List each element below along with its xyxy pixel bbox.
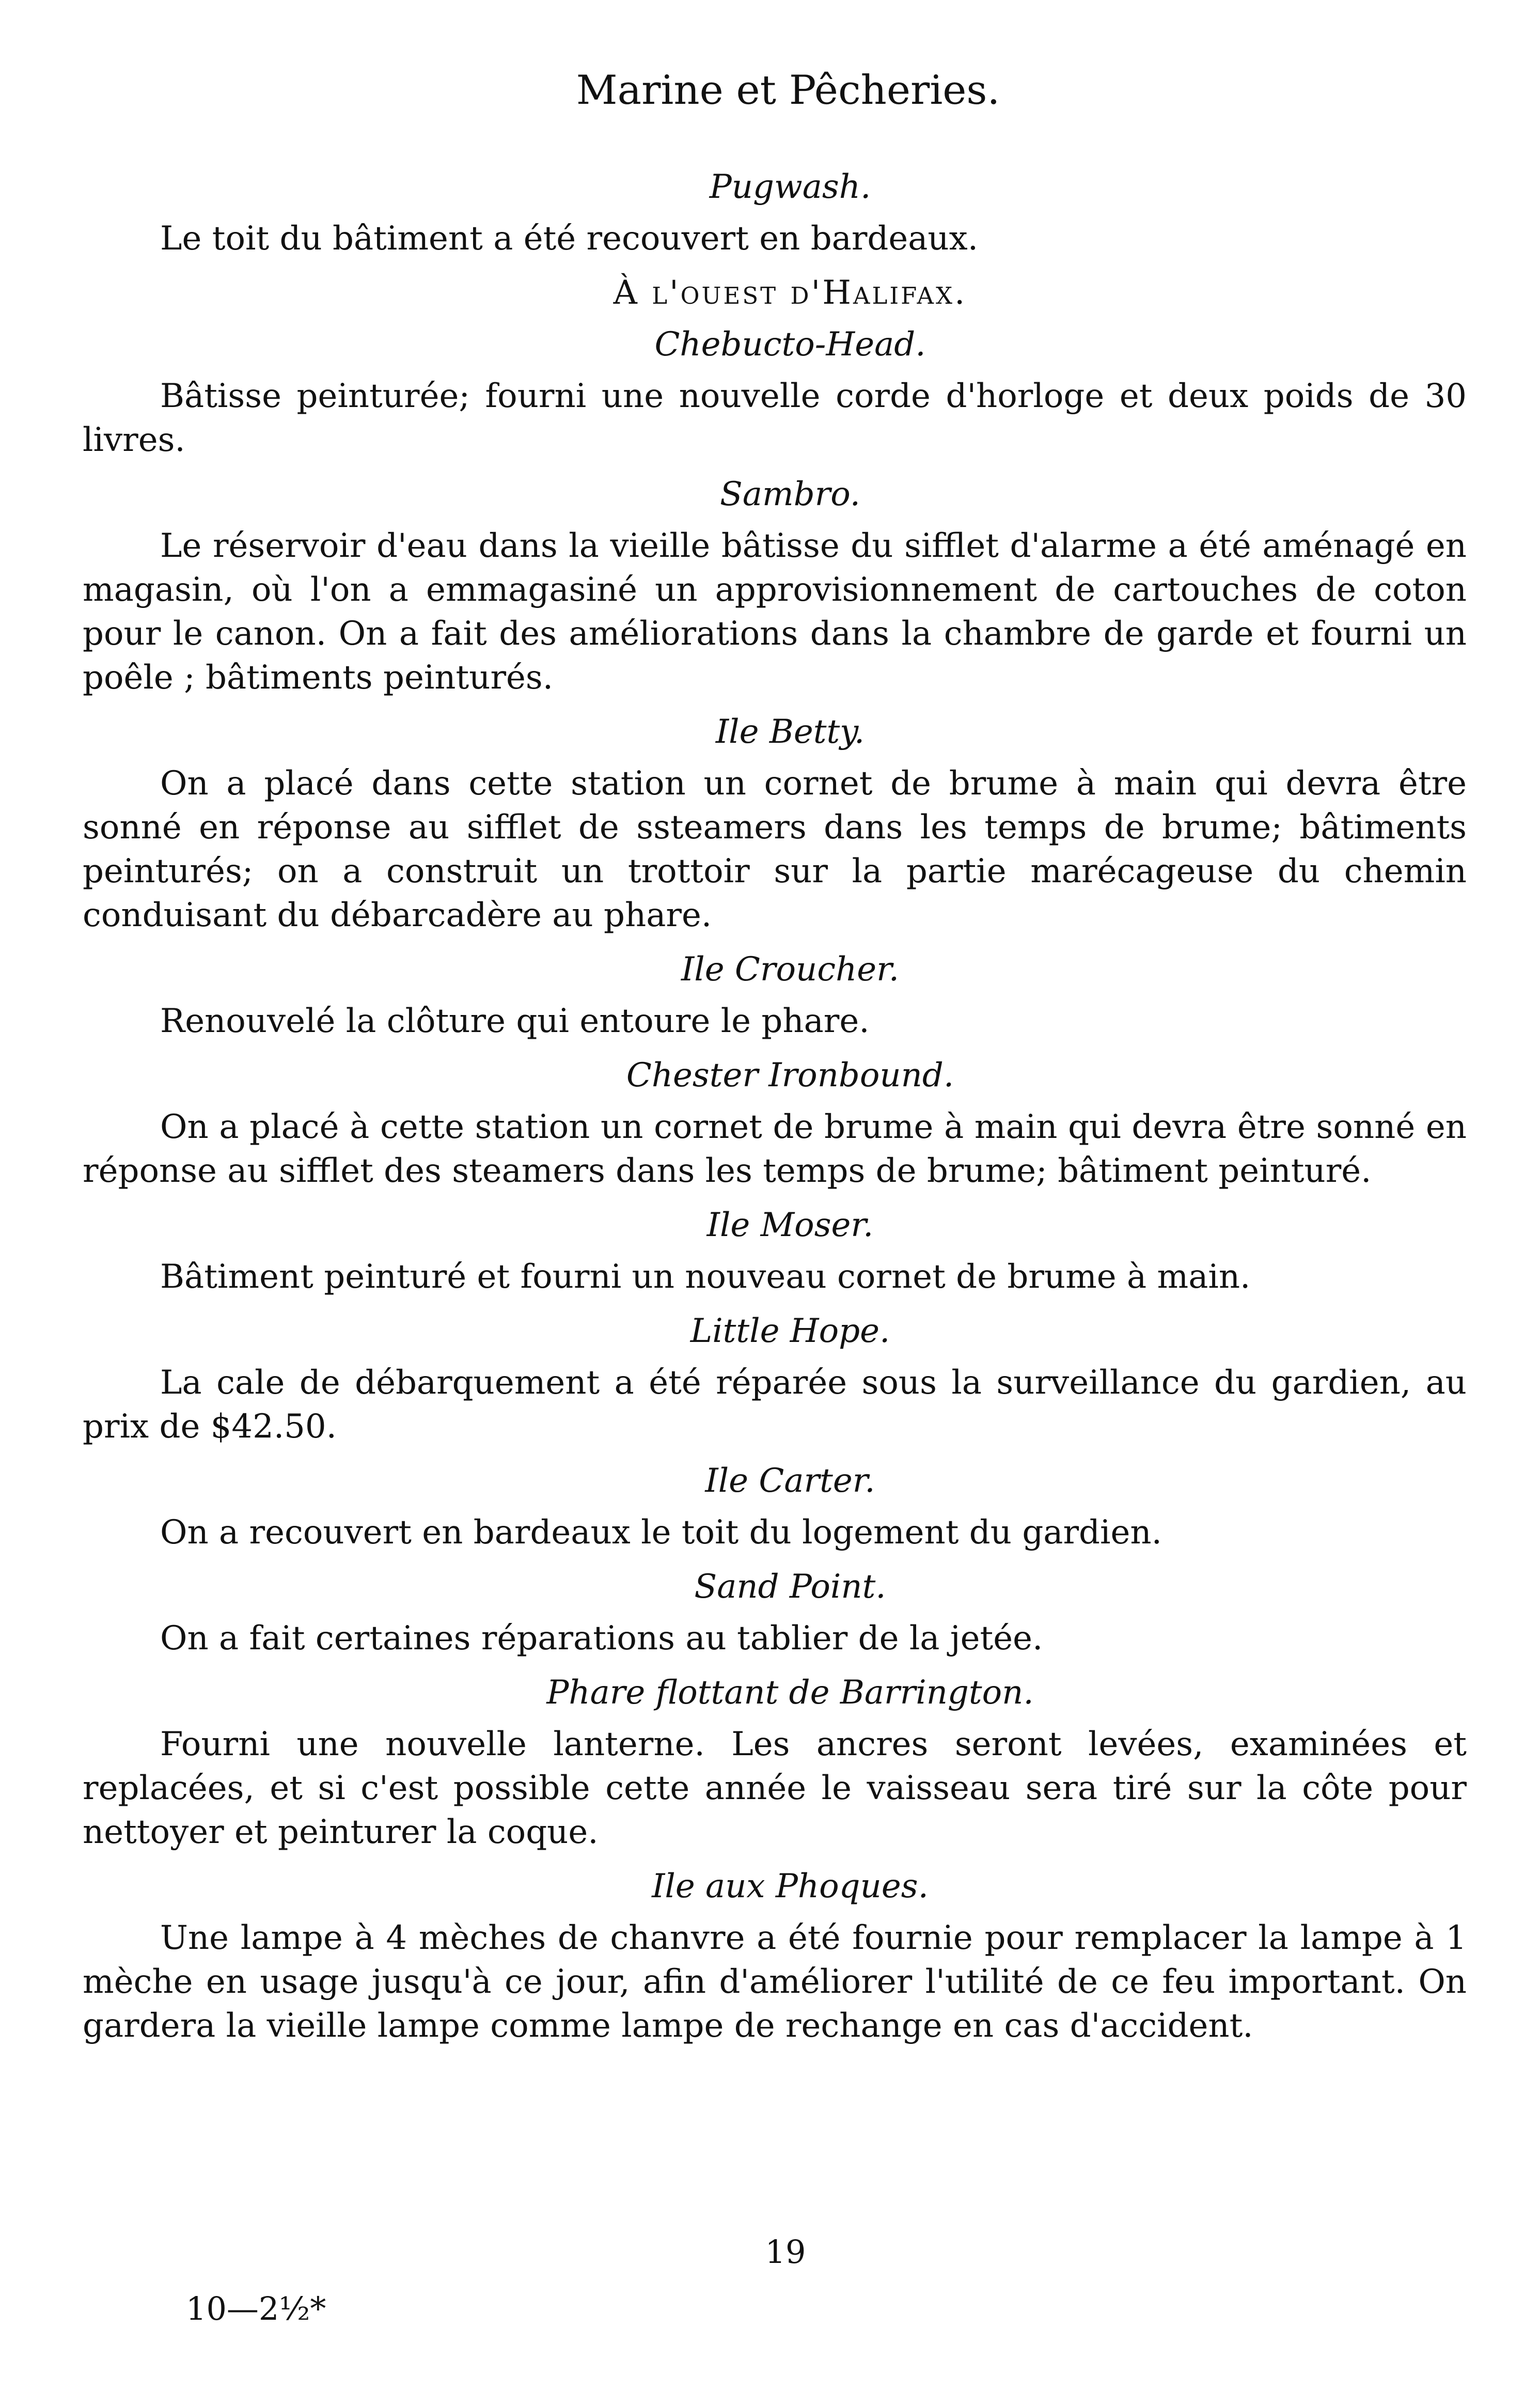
section-paragraph-ile-moser: Bâtiment peinturé et fourni un nouveau cornet de brume à main. bbox=[160, 1258, 1251, 1296]
section-paragraph-ile-carter: On a recouvert en bardeaux le toit du logement du gardien. bbox=[160, 1513, 1162, 1552]
section-paragraph-ile-aux-phoques: Une lampe à 4 mèches de chanvre a été fournie pour remplacer la lampe à 1 mèche en usage jusqu'à ce jour, afin d'améliorer l'utilité de ce feu important. On gardera la vieille lampe comme lampe de rechange en cas d'accident. bbox=[83, 1919, 1467, 2045]
section-heading-chester-ironbound: Chester Ironbound. bbox=[626, 1056, 954, 1095]
section-heading-ile-aux-phoques: Ile aux Phoques. bbox=[652, 1867, 929, 1905]
section-heading-ile-croucher: Ile Croucher. bbox=[681, 950, 900, 989]
section-paragraph-chester-ironbound: On a placé à cette station un cornet de brume à main qui devra être sonné en réponse au sifflet des steamers dans les temps de brume; bâtiment peinturé. bbox=[83, 1108, 1467, 1190]
section-paragraph-sambro: Le réservoir d'eau dans la vieille bâtisse du sifflet d'alarme a été aménagé en magasin, où l'on a emmagasiné un approvisionnement de cartouches de coton pour le canon. On a fait des améliorations dans la chambre de garde et fourni un poêle ; bâtiments peinturés. bbox=[83, 527, 1467, 697]
section-heading-barrington: Phare flottant de Barrington. bbox=[546, 1674, 1034, 1712]
section-heading-sand-point: Sand Point. bbox=[694, 1568, 886, 1606]
section-heading-ile-moser: Ile Moser. bbox=[706, 1206, 874, 1244]
section-paragraph-ile-croucher: Renouvelé la clôture qui entoure le phare. bbox=[160, 1002, 870, 1040]
section-paragraph-chebucto-head: Bâtisse peinturée; fourni une nouvelle corde d'horloge et deux poids de 30 livres. bbox=[83, 377, 1467, 459]
section-paragraph-barrington: Fourni une nouvelle lanterne. Les ancres seront levées, examinées et replacées, et si c'est possible cette année le vaisseau sera tiré sur la côte pour nettoyer et peinturer la coque. bbox=[83, 1725, 1467, 1851]
section-heading-chebucto-head: Chebucto-Head. bbox=[654, 325, 926, 364]
section-heading-pugwash: Pugwash. bbox=[709, 168, 871, 206]
section-paragraph-sand-point: On a fait certaines réparations au tablier de la jetée. bbox=[160, 1619, 1043, 1658]
section-paragraph-pugwash: Le toit du bâtiment a été recouvert en bardeaux. bbox=[160, 220, 979, 258]
signature-mark: 10—2½* bbox=[186, 2290, 326, 2327]
page-header: Marine et Pêcheries. bbox=[576, 67, 1000, 114]
section-heading-little-hope: Little Hope. bbox=[690, 1312, 890, 1350]
section-heading-sambro: Sambro. bbox=[720, 475, 860, 513]
text-column bbox=[83, 165, 1467, 2058]
region-heading-west-halifax: À l'ouest d'Halifax. bbox=[613, 274, 967, 312]
section-heading-ile-carter: Ile Carter. bbox=[705, 1462, 875, 1500]
section-paragraph-little-hope: La cale de débarquement a été réparée sous la surveillance du gardien, au prix de $42.50. bbox=[83, 1364, 1467, 1446]
section-heading-ile-betty: Ile Betty. bbox=[715, 713, 865, 751]
page-number: 19 bbox=[765, 2233, 806, 2271]
section-paragraph-ile-betty: On a placé dans cette station un cornet de brume à main qui devra être sonné en réponse au sifflet de ssteamers dans les temps de brume; bâtiments peinturés; on a construit un trottoir sur la partie marécageuse du chemin conduisant du débarcadère au phare. bbox=[83, 764, 1467, 934]
